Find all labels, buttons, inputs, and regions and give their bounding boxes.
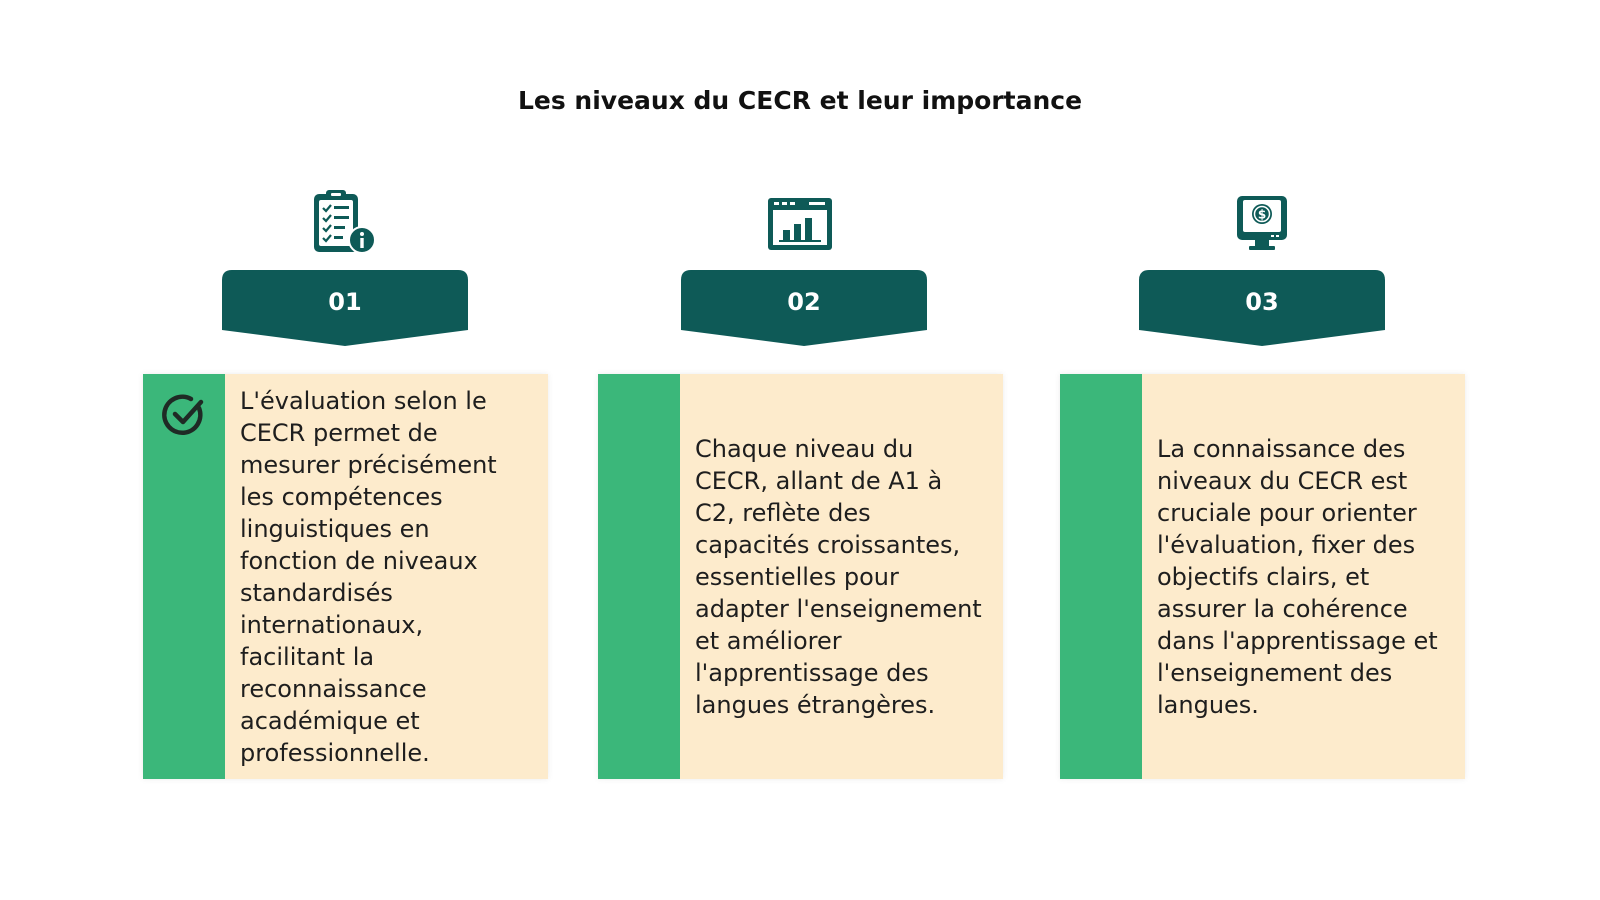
step-text: L'évaluation selon le CECR permet de mesurer précisément les compétences linguistiques en fonction de niveaux standardisés internationaux, facilitant la reconnaissance académique et professionnelle. <box>240 386 497 767</box>
card-strip <box>143 374 225 779</box>
check-circle-icon <box>161 392 207 438</box>
step-number: 03 <box>1245 288 1279 316</box>
step-badge-2 <box>681 270 927 346</box>
step-text: Chaque niveau du CECR, allant de A1 à C2, reflète des capacités croissantes, essentielles pour adapter l'enseignement et améliorer l'apprentissage des langues étrangères. <box>695 434 982 719</box>
clipboard-checklist-info-icon <box>310 188 380 258</box>
step-text: La connaissance des niveaux du CECR est cruciale pour orienter l'évaluation, fixer des objectifs clairs, et assurer la cohérence dans l'apprentissage et l'enseignement des langues. <box>1157 434 1438 719</box>
card-body <box>680 374 1003 779</box>
card-strip <box>598 374 680 779</box>
card-strip <box>1060 374 1142 779</box>
step-badge-1 <box>222 270 468 346</box>
step-card-3 <box>1060 374 1465 779</box>
step-badge-3 <box>1139 270 1385 346</box>
card-body <box>1142 374 1465 779</box>
browser-bar-chart-icon <box>765 188 835 258</box>
card-body <box>225 374 548 779</box>
step-number: 02 <box>787 288 821 316</box>
svg-text:$: $ <box>1257 207 1267 222</box>
step-number: 01 <box>328 288 362 316</box>
step-card-2 <box>598 374 1003 779</box>
step-card-1 <box>143 374 548 779</box>
page-title: Les niveaux du CECR et leur importance <box>517 86 1083 115</box>
monitor-dollar-icon <box>1227 188 1297 258</box>
